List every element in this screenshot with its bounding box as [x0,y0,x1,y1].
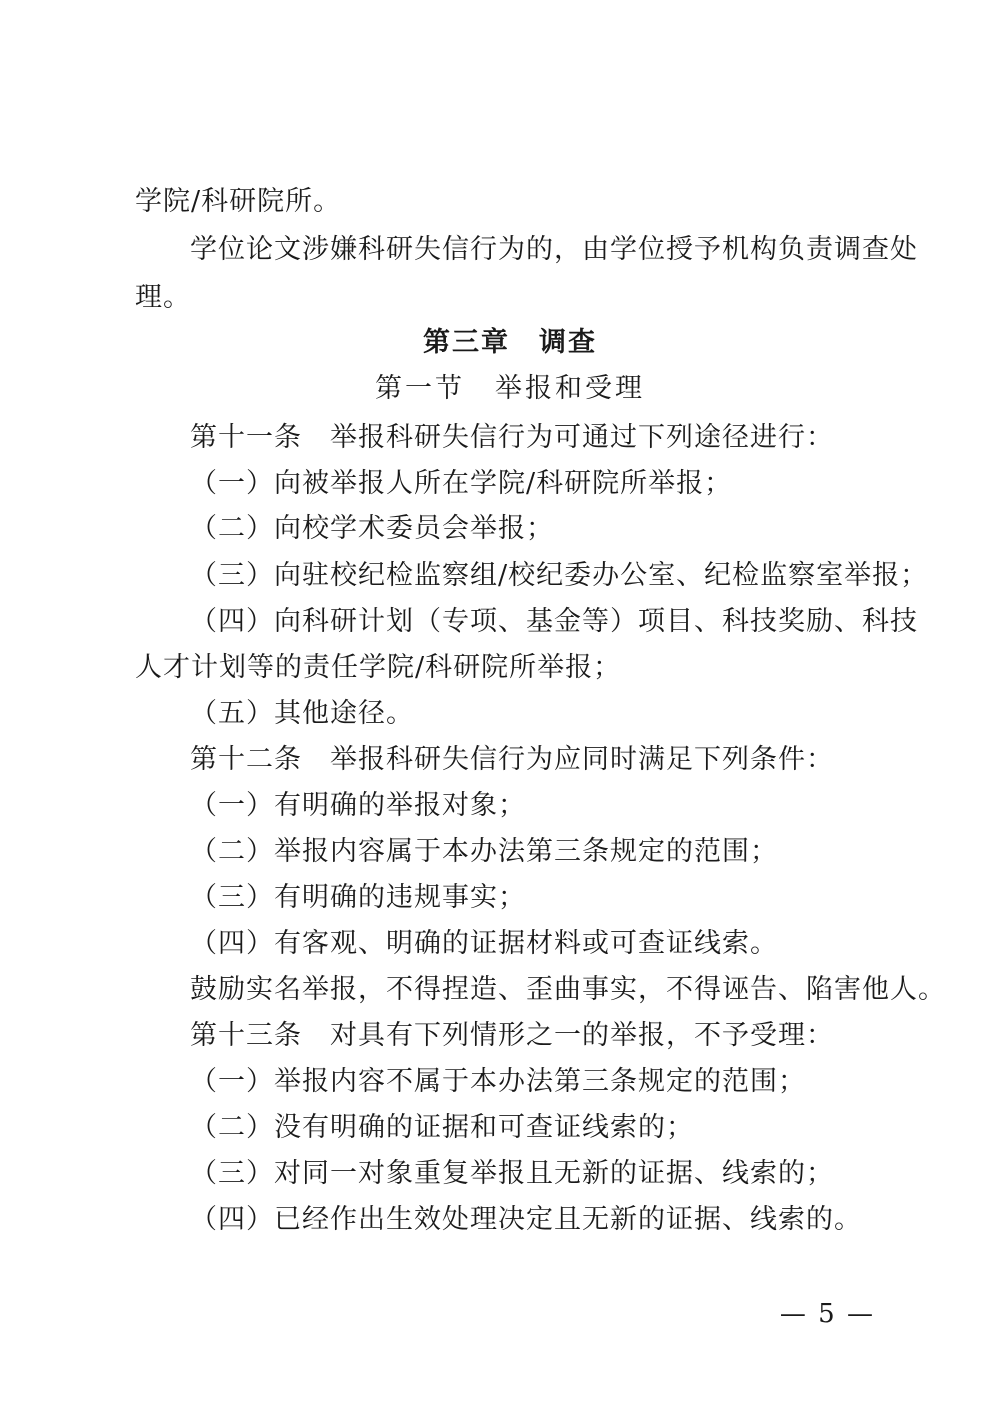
list-item: （一）向被举报人所在学院/科研院所举报； [190,468,733,499]
page-number: — 5 — [779,1299,875,1329]
list-item: （一）举报内容不属于本办法第三条规定的范围； [190,1066,806,1097]
list-item: （三）对同一对象重复举报且无新的证据、线索的； [190,1158,834,1189]
list-item: （三）有明确的违规事实； [190,882,526,913]
paragraph-line: 学院/科研院所。 [135,186,342,217]
paragraph-line: 理。 [135,282,191,313]
chapter-title: 第三章 调查 [423,327,597,358]
list-item: （二）向校学术委员会举报； [190,513,554,544]
article-line: 第十三条 对具有下列情形之一的举报，不予受理： [190,1020,834,1051]
list-item: （四）向科研计划（专项、基金等）项目、科技奖励、科技 [190,606,918,637]
list-item: （五）其他途径。 [190,698,414,729]
list-item: （二）没有明确的证据和可查证线索的； [190,1112,694,1143]
article-line: 第十一条 举报科研失信行为可通过下列途径进行： [190,422,834,453]
list-item-continuation: 人才计划等的责任学院/科研院所举报； [135,652,622,683]
list-item: （四）有客观、明确的证据材料或可查证线索。 [190,928,778,959]
list-item: （三）向驻校纪检监察组/校纪委办公室、纪检监察室举报； [190,560,929,591]
paragraph-line: 鼓励实名举报，不得捏造、歪曲事实，不得诬告、陷害他人。 [190,974,946,1005]
list-item: （一）有明确的举报对象； [190,790,526,821]
list-item: （二）举报内容属于本办法第三条规定的范围； [190,836,778,867]
article-line: 第十二条 举报科研失信行为应同时满足下列条件： [190,744,834,775]
list-item: （四）已经作出生效处理决定且无新的证据、线索的。 [190,1204,862,1235]
paragraph-line: 学位论文涉嫌科研失信行为的，由学位授予机构负责调查处 [190,234,918,265]
section-title: 第一节 举报和受理 [375,373,645,404]
